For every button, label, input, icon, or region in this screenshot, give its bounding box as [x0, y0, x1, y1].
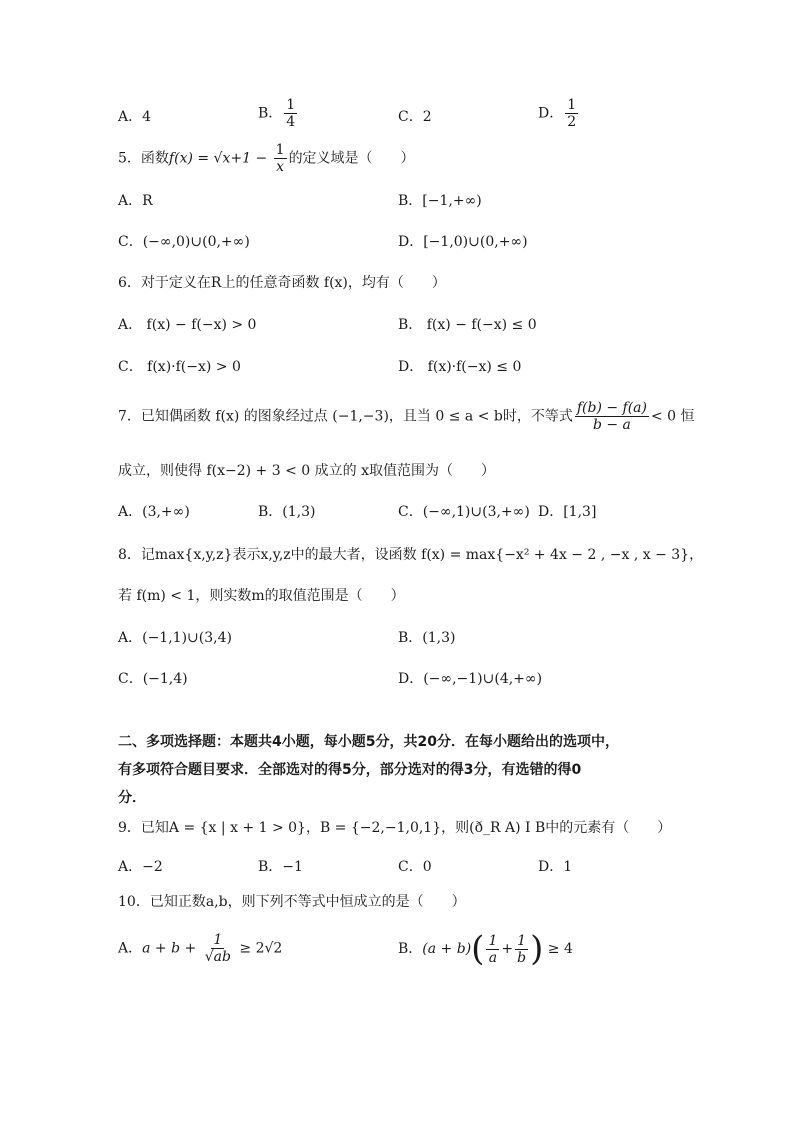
fraction: $\frac{1}{4}$	[286, 97, 296, 130]
q10-stem: 10．已知正数a,b，则下列不等式中恒成立的是（ ）	[118, 894, 466, 910]
fraction: $\frac{1}{x}$	[275, 142, 285, 175]
q10-option-a: A．a + b + $\frac{1}{√ab}$ ≥ 2√2	[118, 932, 283, 965]
q6-stem: 6．对于定义在R上的任意奇函数 f(x)，均有（ ）	[118, 275, 446, 291]
q9-option-a: A．−2	[118, 859, 163, 875]
q5-stem: 5．函数f(x) = √x+1 − $\frac{1}{x}$ 的定义域是（ ）	[118, 142, 415, 175]
q7-stem-line2: 成立，则使得 f(x−2) + 3 < 0 成立的 x取值范围为（ ）	[118, 463, 495, 479]
q9-option-b: B．−1	[258, 859, 303, 875]
q8-option-d: D．(−∞,−1)∪(4,+∞)	[398, 671, 543, 687]
q8-option-a: A．(−1,1)∪(3,4)	[118, 630, 232, 646]
q6-option-c: C． f(x)·f(−x) > 0	[118, 359, 241, 375]
q9-option-d: D．1	[538, 859, 573, 875]
fraction: $\frac{1}{√ab}$	[204, 932, 231, 965]
q8-stem-line1: 8．记max{x,y,z}表示x,y,z中的最大者，设函数 f(x) = max{−x² + 4x − 2 , −x , x − 3}，	[118, 547, 704, 563]
fraction: $\frac{1}{a}$	[488, 932, 498, 966]
section2-heading-line2: 有多项符合题目要求．全部选对的得5分，部分选对的得3分，有选错的得0	[118, 762, 582, 778]
q6-option-d: D． f(x)·f(−x) ≤ 0	[398, 359, 522, 375]
q7-option-a: A．(3,+∞)	[118, 504, 190, 520]
q8-option-c: C．(−1,4)	[118, 671, 188, 687]
q7-option-c: C．(−∞,1)∪(3,+∞)	[398, 504, 530, 520]
q7-option-b: B．(1,3)	[258, 504, 316, 520]
left-paren: (	[471, 929, 485, 969]
fraction: $\frac{f(b) - f(a)}{b - a}$	[576, 400, 647, 433]
q10-option-b: B．(a + b)( $\frac{1}{a}$ + $\frac{1}{b}$ ) ≥ 4	[398, 929, 573, 969]
fraction: $\frac{1}{2}$	[567, 97, 577, 130]
q4-option-b: B． $\frac{1}{4}$	[258, 97, 296, 130]
q4-option-d: D． $\frac{1}{2}$	[538, 97, 577, 130]
q4-option-a: A．4	[118, 109, 152, 125]
q5-option-c: C．(−∞,0)∪(0,+∞)	[118, 234, 250, 250]
q8-option-b: B．(1,3)	[398, 630, 456, 646]
q4-option-c: C．2	[398, 109, 432, 125]
q7-stem-line1: 7．已知偶函数 f(x) 的图象经过点 (−1,−3)，且当 0 ≤ a < b时，不等式 $\frac{f(b) - f(a)}{b - a}$ < 0 恒	[118, 400, 695, 433]
section2-heading-line1: 二、多项选择题：本题共4小题，每小题5分，共20分．在每小题给出的选项中，	[118, 734, 619, 750]
q7-option-d: D．[1,3]	[538, 504, 597, 520]
q9-option-c: C．0	[398, 859, 432, 875]
q5-option-d: D．[−1,0)∪(0,+∞)	[398, 234, 528, 250]
q8-stem-line2: 若 f(m) < 1，则实数m的取值范围是（ ）	[118, 588, 405, 604]
q6-option-a: A． f(x) − f(−x) > 0	[118, 317, 257, 333]
section2-heading-line3: 分．	[118, 790, 146, 806]
q5-option-a: A．R	[118, 193, 153, 209]
fraction: $\frac{1}{b}$	[517, 932, 527, 966]
q9-stem: 9．已知A = {x | x + 1 > 0}，B = {−2,−1,0,1}，则(ð_R A) I B中的元素有（ ）	[118, 820, 672, 836]
q6-option-b: B． f(x) − f(−x) ≤ 0	[398, 317, 537, 333]
q5-option-b: B．[−1,+∞)	[398, 193, 482, 209]
right-paren: )	[530, 929, 544, 969]
